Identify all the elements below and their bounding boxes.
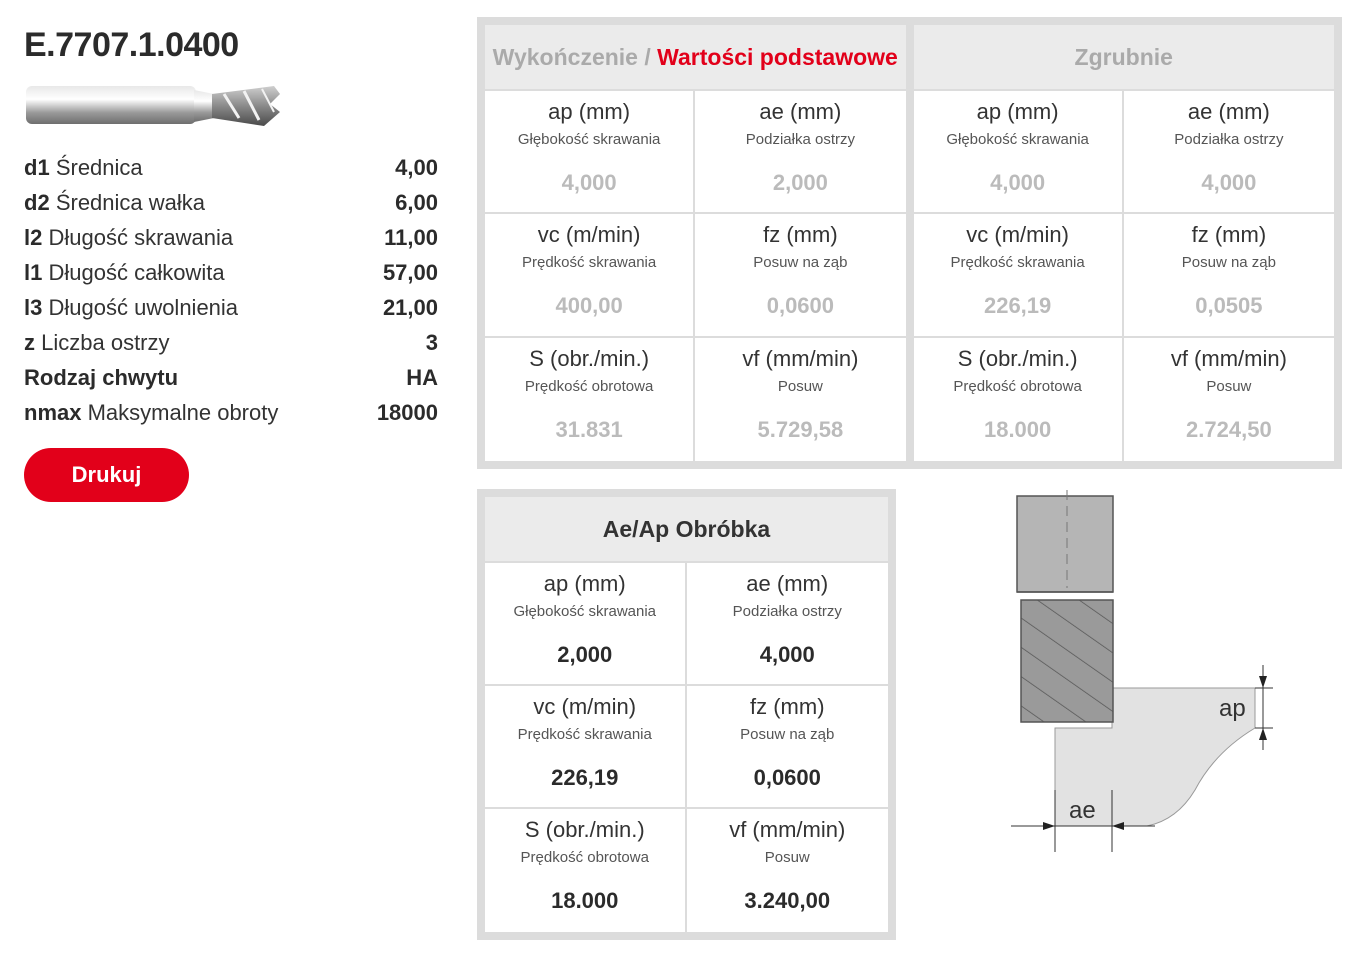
param-cell (687, 686, 889, 809)
param-label: vf (mm/min) (742, 345, 859, 371)
param-sub: Posuw (1206, 377, 1252, 395)
spec-row (24, 150, 438, 185)
param-label: S (obr./min.) (957, 345, 1078, 371)
spec-label: Długość uwolnienia (48, 294, 239, 320)
param-value: 4,000 (1201, 170, 1257, 195)
param-cell (687, 563, 889, 686)
param-cell (485, 91, 695, 214)
spec-value: 4,00 (395, 154, 438, 180)
spec-code: z (24, 329, 35, 355)
spec-value: 18000 (376, 399, 438, 425)
param-label: vc (m/min) (533, 694, 637, 719)
spec-code: d2 (24, 189, 50, 215)
spec-row (24, 395, 438, 430)
param-label: vf (mm/min) (729, 817, 846, 842)
param-value: 4,000 (561, 170, 617, 195)
spec-value: 3 (425, 329, 438, 355)
param-cell (695, 214, 905, 337)
spec-code: d1 (24, 154, 50, 180)
param-value: 0,0600 (766, 293, 835, 319)
param-cell (485, 686, 687, 809)
param-sub: Głębokość skrawania (513, 603, 657, 620)
spec-value: 21,00 (382, 294, 438, 320)
param-cell (687, 809, 889, 932)
param-label: fz (mm) (763, 222, 838, 248)
tab-roughing[interactable]: Zgrubnie (914, 25, 1335, 91)
param-sub: Posuw na ząb (740, 726, 835, 743)
param-sub: Posuw (764, 849, 810, 866)
aeap-section (485, 497, 888, 932)
param-cell (1124, 214, 1334, 337)
roughing-section (914, 25, 1335, 461)
param-value: 3.240,00 (744, 888, 831, 913)
spec-value: 11,00 (384, 224, 438, 250)
param-value: 4,000 (990, 170, 1046, 195)
spec-label: Długość skrawania (48, 224, 234, 250)
param-cell (914, 214, 1124, 337)
spec-code: l3 (24, 294, 43, 320)
spec-label: Długość całkowita (48, 259, 225, 285)
param-sub: Prędkość skrawania (950, 254, 1085, 272)
param-cell (485, 563, 687, 686)
param-value: 2.724,50 (1186, 416, 1272, 442)
param-value: 18.000 (983, 416, 1052, 442)
param-cell (485, 809, 687, 932)
finishing-title-accent: Wartości podstawowe (657, 43, 898, 70)
spec-row (24, 255, 438, 290)
param-cell (695, 338, 905, 461)
param-sub: Prędkość obrotowa (520, 849, 649, 866)
roughing-grid (914, 91, 1335, 461)
param-value: 4,000 (759, 642, 815, 667)
param-label: S (obr./min.) (529, 345, 650, 371)
spec-row (24, 185, 438, 220)
param-cell (695, 91, 905, 214)
param-sub: Podziałka ostrzy (1174, 131, 1284, 148)
spec-row (24, 325, 438, 360)
param-cell (485, 214, 695, 337)
param-value: 5.729,58 (757, 416, 844, 442)
spec-value: HA (406, 364, 438, 390)
ap-dimension-label: ap (1219, 695, 1246, 722)
finishing-grid (485, 91, 906, 461)
param-label: ap (mm) (976, 99, 1059, 124)
param-label: ae (mm) (759, 99, 842, 124)
param-cell (485, 338, 695, 461)
print-button[interactable]: Drukuj (24, 448, 189, 502)
param-sub: Prędkość obrotowa (524, 377, 654, 395)
param-label: vc (m/min) (966, 222, 1069, 248)
spec-label: Średnica (55, 154, 143, 180)
end-mill-image (24, 82, 282, 130)
param-sub: Podziałka ostrzy (745, 131, 855, 148)
spec-row (24, 360, 438, 395)
product-code: E.7707.1.0400 (24, 26, 239, 64)
param-sub: Głębokość skrawania (946, 131, 1089, 148)
param-label: ap (mm) (543, 571, 626, 596)
param-label: vf (mm/min) (1170, 345, 1287, 371)
spec-code: l1 (24, 259, 43, 285)
param-value: 400,00 (555, 293, 623, 319)
spec-row (24, 220, 438, 255)
param-sub: Posuw (777, 377, 823, 395)
param-value: 0,0600 (753, 765, 821, 790)
param-sub: Głębokość skrawania (517, 131, 661, 148)
finishing-title-prefix: Wykończenie / (492, 43, 651, 70)
spec-label: Maksymalne obroty (87, 399, 279, 425)
param-cell (914, 338, 1124, 461)
spec-code: nmax (24, 399, 82, 425)
param-label: fz (mm) (1191, 222, 1267, 248)
spec-value: 6,00 (395, 189, 438, 215)
param-sub: Prędkość obrotowa (953, 377, 1082, 395)
ae-dimension-label: ae (1069, 797, 1096, 824)
param-sub: Prędkość skrawania (522, 254, 657, 272)
aeap-title: Ae/Ap Obróbka (485, 497, 888, 563)
param-cell (1124, 338, 1334, 461)
param-label: fz (mm) (749, 694, 825, 719)
spec-code: Rodzaj chwytu (24, 364, 179, 390)
spec-label: Średnica wałka (55, 189, 205, 215)
aeap-grid (485, 563, 888, 932)
ae-ap-diagram (1005, 490, 1285, 860)
param-value: 2,000 (772, 170, 828, 195)
param-value: 18.000 (551, 888, 619, 913)
param-sub: Posuw na ząb (1181, 254, 1276, 272)
spec-value: 57,00 (382, 259, 438, 285)
spec-list (24, 150, 438, 430)
param-value: 0,0505 (1195, 293, 1263, 319)
param-sub: Podziałka ostrzy (732, 603, 842, 620)
spec-code: l2 (24, 224, 43, 250)
param-value: 2,000 (557, 642, 613, 667)
param-value: 226,19 (983, 293, 1052, 319)
param-label: ae (mm) (1187, 99, 1270, 124)
param-value: 226,19 (551, 765, 619, 790)
param-cell (914, 91, 1124, 214)
param-label: vc (m/min) (537, 222, 641, 248)
param-label: ap (mm) (548, 99, 631, 124)
param-cell (1124, 91, 1334, 214)
cutting-data-panel (477, 17, 1342, 469)
param-value: 31.831 (555, 416, 623, 442)
spec-label: Liczba ostrzy (41, 329, 170, 355)
param-sub: Posuw na ząb (753, 254, 848, 272)
param-label: ae (mm) (746, 571, 829, 596)
finishing-section (485, 25, 906, 461)
aeap-panel (477, 489, 896, 940)
spec-row (24, 290, 438, 325)
param-label: S (obr./min.) (524, 817, 645, 842)
param-sub: Prędkość skrawania (517, 726, 652, 743)
tab-finishing[interactable] (485, 25, 906, 91)
